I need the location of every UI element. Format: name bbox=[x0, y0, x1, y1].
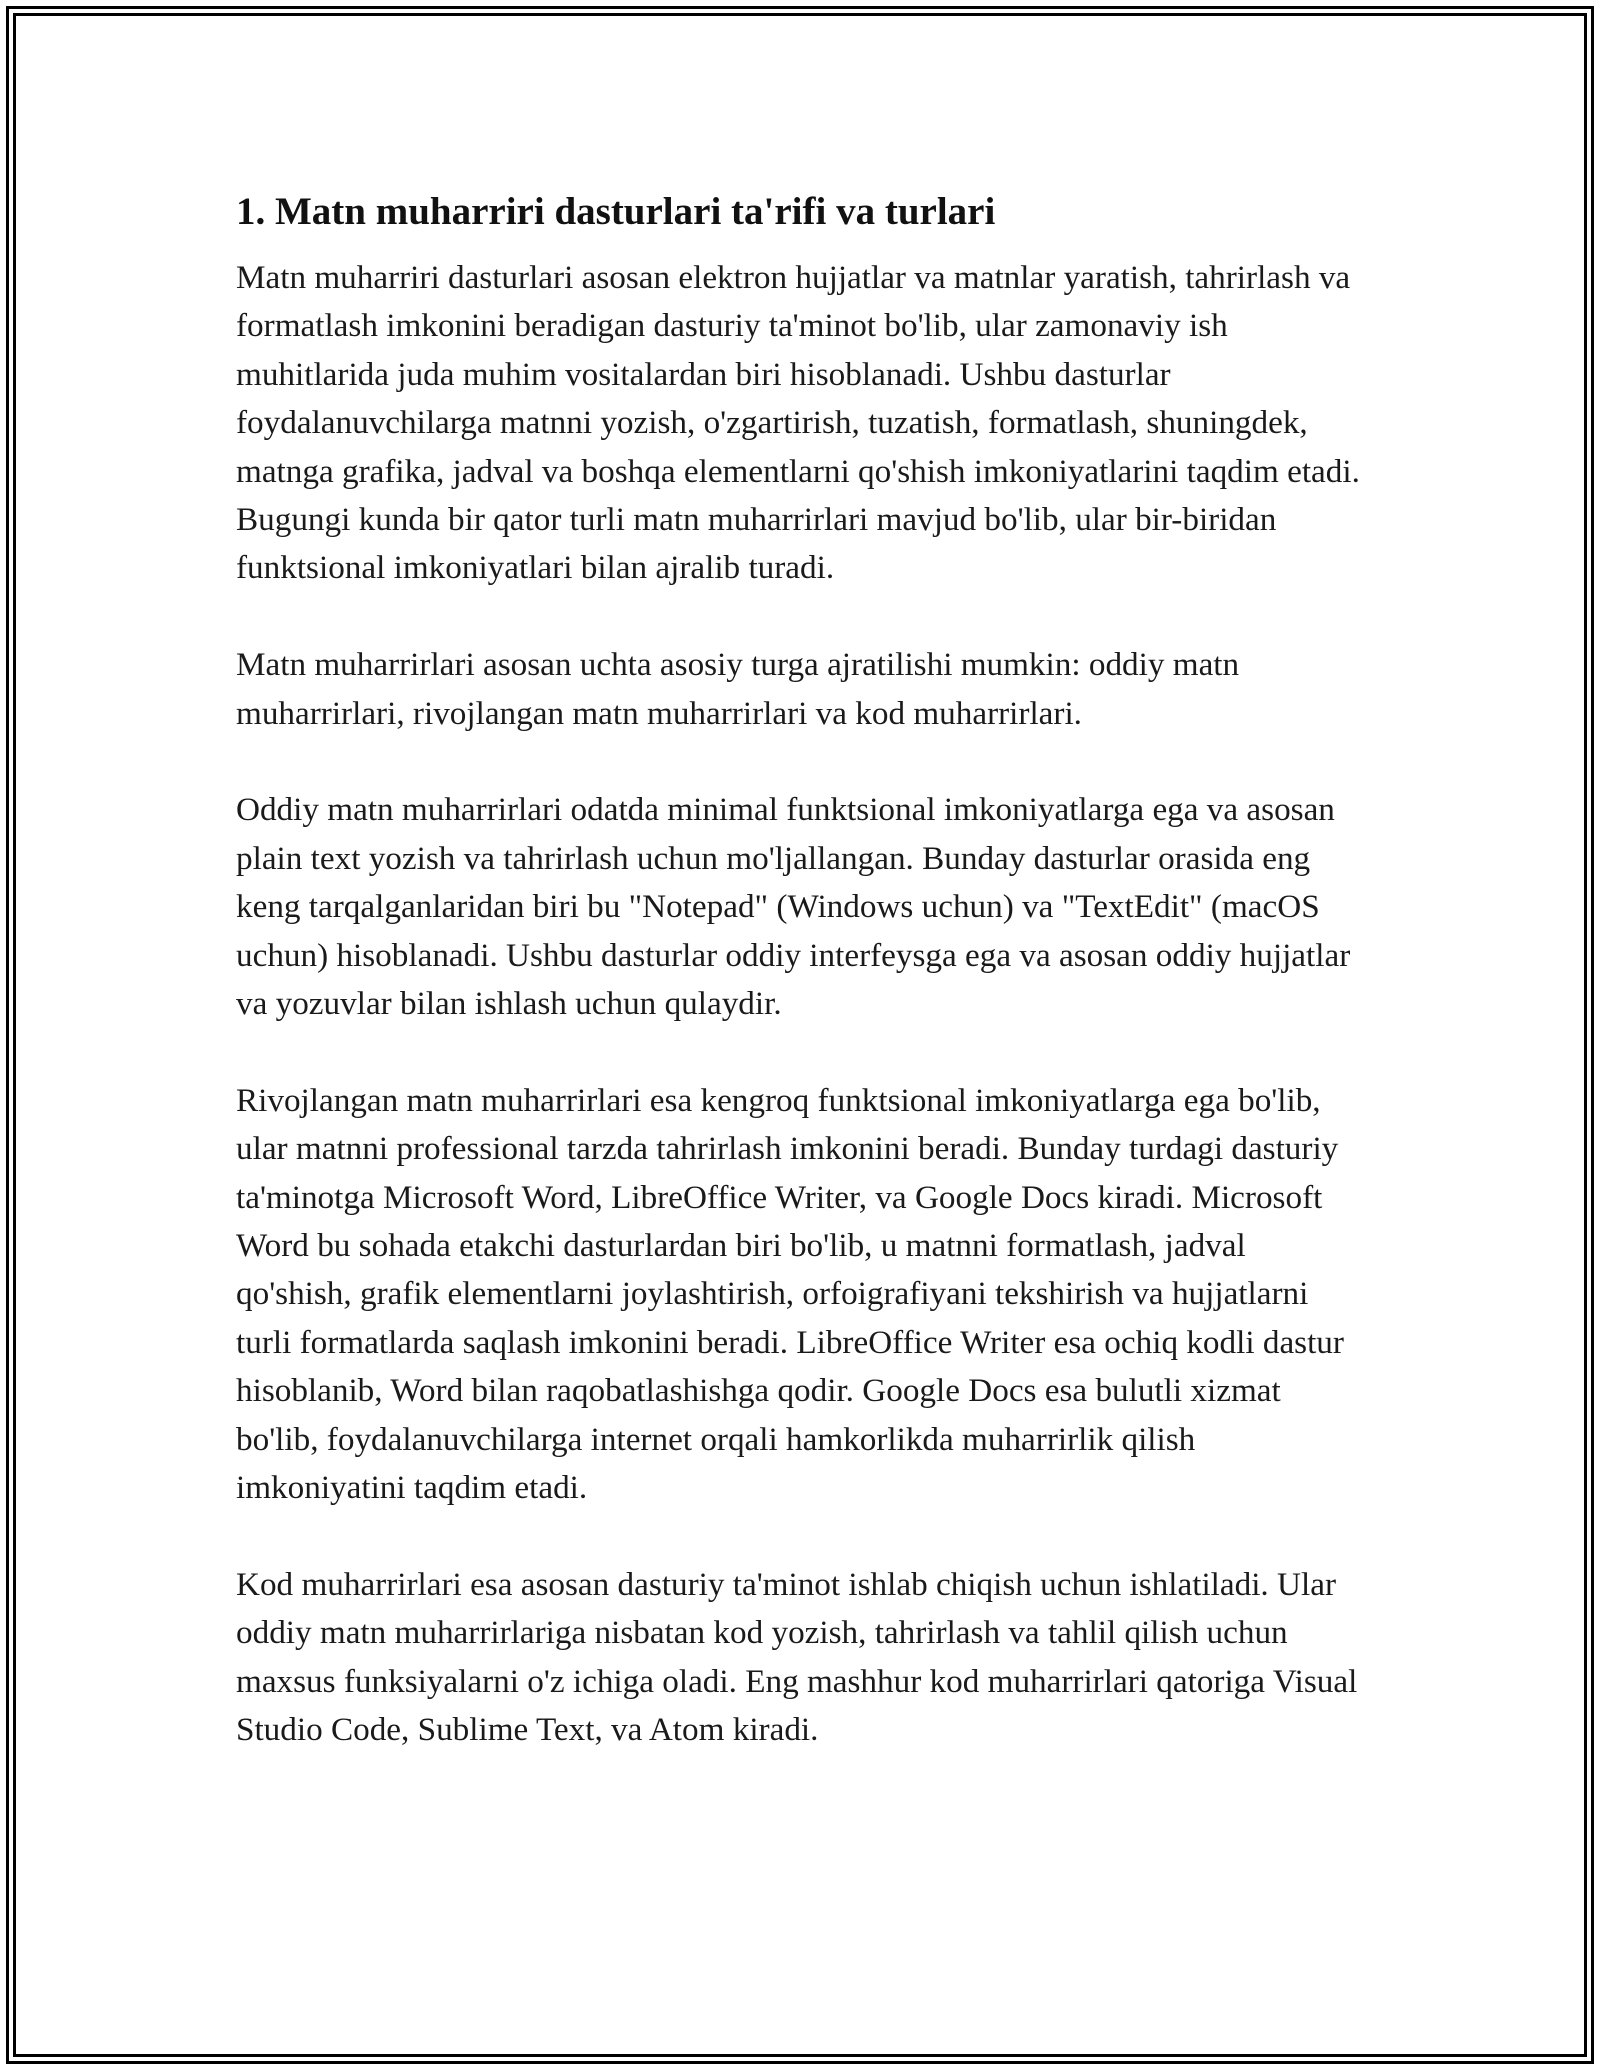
document-body bbox=[236, 186, 1366, 1803]
paragraph-code-editors: Kod muharrirlari esa asosan dasturiy ta'minot ishlab chiqish uchun ishlatiladi. Ular oddiy matn muharrirlariga nisbatan kod yozish, tahrirlash va tahlil qilish uchun maxsus funksiyalarni o'z ichiga oladi. Eng mashhur kod muharrirlari qatoriga Visual Studio Code, Sublime Text, va Atom kiradi. bbox=[236, 1565, 1358, 1749]
paragraph-types-overview: Matn muharrirlari asosan uchta asosiy turga ajratilishi mumkin: oddiy matn muharrirlari, rivojlangan matn muharrirlari va kod muharrirlari. bbox=[236, 646, 1240, 732]
section-heading: 1. Matn muharriri dasturlari ta'rifi va turlari bbox=[236, 190, 996, 233]
paragraph-simple-editors: Oddiy matn muharrirlari odatda minimal funktsional imkoniyatlarga ega va asosan plain text yozish va tahrirlash uchun mo'ljallangan. Bunday dasturlar orasida eng keng tarqalganlaridan biri bu "Notepad" (Windows uchun) va "TextEdit" (macOS uchun) hisoblanadi. Ushbu dasturlar oddiy interfeysga ega va asosan oddiy hujjatlar va yozuvlar bilan ishlash uchun qulaydir. bbox=[236, 791, 1351, 1023]
paragraph-advanced-editors: Rivojlangan matn muharrirlari esa kengroq funktsional imkoniyatlarga ega bo'lib, ular matnni professional tarzda tahrirlash imkonini beradi. Bunday turdagi dasturiy ta'minotga Microsoft Word, LibreOffice Writer, va Google Docs kiradi. Microsoft Word bu sohada etakchi dasturlardan biri bo'lib, u matnni formatlash, jadval qo'shish, grafik elementlarni joylashtirish, orfoigrafiyani tekshirish va hujjatlarni turli formatlarda saqlash imkonini beradi. LibreOffice Writer esa ochiq kodli dastur hisoblanib, Word bilan raqobatlashishga qodir. Google Docs esa bulutli xizmat bo'lib, foydalanuvchilarga internet orqali hamkorlikda muharrirlik qilish imkoniyatini taqdim etadi. bbox=[236, 1081, 1344, 1507]
paragraph-definition: Matn muharriri dasturlari asosan elektron hujjatlar va matnlar yaratish, tahrirlash va formatlash imkonini beradigan dasturiy ta'minot bo'lib, ular zamonaviy ish muhitlarida juda muhim vositalardan biri hisoblanadi. Ushbu dasturlar foydalanuvchilarga matnni yozish, o'zgartirish, tuzatish, formatlash, shuningdek, matnga grafika, jadval va boshqa elementlarni qo'shish imkoniyatlarini taqdim etadi. Bugungi kunda bir qator turli matn muharrirlari mavjud bo'lib, ular bir-biridan funktsional imkoniyatlari bilan ajralib turadi. bbox=[236, 259, 1360, 587]
